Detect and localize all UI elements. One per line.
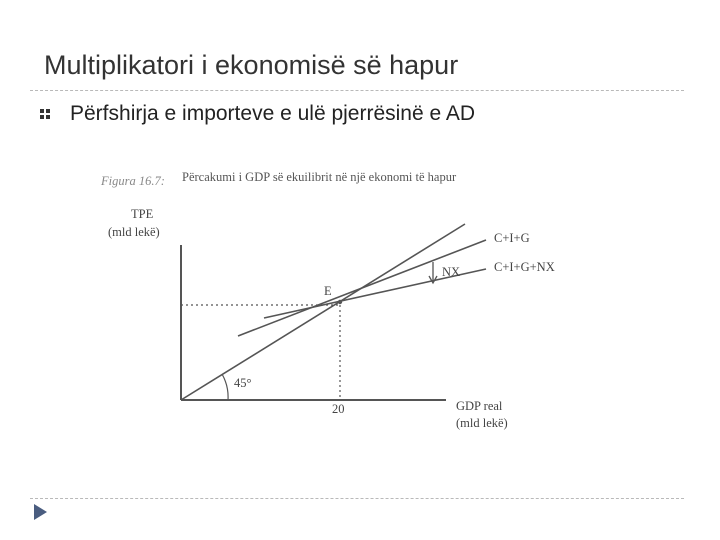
equilibrium-point [338,300,342,304]
slide-title: Multiplikatori i ekonomisë së hapur [44,50,459,80]
y-axis-label: TPE [131,207,154,221]
bullet-text: Përfshirja e importeve e ulë pjerrësinë e AD [70,102,476,125]
footer-divider [30,498,684,499]
45-degree-angle-arc [222,374,228,400]
y-axis-unit: (mld lekë) [108,225,160,239]
nx-label: NX [442,265,461,279]
figure-caption-number: Figura 16.7: [101,174,165,188]
x-axis-unit: (mld lekë) [456,416,508,430]
figure-caption-text: Përcakumi i GDP së ekuilibrit në një ekonomi të hapur [182,170,457,184]
45-degree-line [181,224,465,400]
x-axis-label: GDP real [456,399,503,413]
line-label-c-i-g-nx: C+I+G+NX [494,260,555,274]
equilibrium-label: E [324,284,332,298]
equilibrium-x-value: 20 [332,402,345,416]
line-label-c-i-g: C+I+G [494,231,530,245]
next-slide-arrow-icon[interactable] [32,503,48,521]
line-c-i-g [238,240,486,336]
45-degree-label: 45° [234,376,252,390]
